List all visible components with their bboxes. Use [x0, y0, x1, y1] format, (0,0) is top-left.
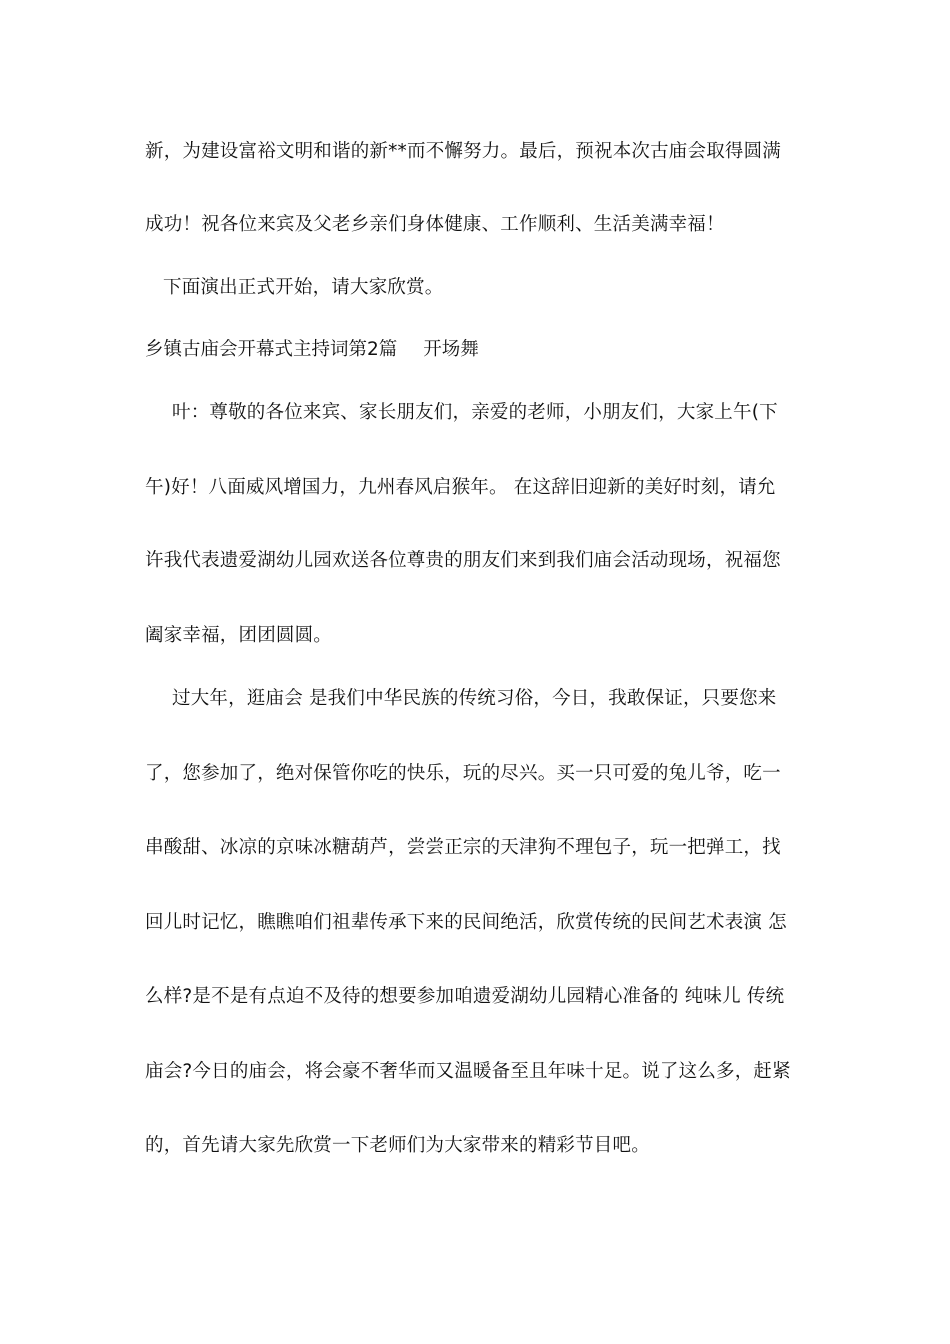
section-subtitle: 开场舞 — [423, 339, 479, 360]
text-line: 成功！祝各位来宾及父老乡亲们身体健康、工作顺利、生活美满幸福！ — [145, 214, 725, 235]
paragraph-line: 许我代表遗爱湖幼儿园欢送各位尊贵的朋友们来到我们庙会活动现场，祝福您 — [145, 550, 781, 571]
section-heading — [145, 338, 479, 362]
paragraph-line: 串酸甜、冰凉的京味冰糖葫芦，尝尝正宗的天津狗不理包子，玩一把弹工，找 — [145, 837, 781, 858]
text-line: 下面演出正式开始，请大家欣赏。 — [163, 277, 444, 298]
paragraph-line: 过大年，逛庙会 是我们中华民族的传统习俗，今日，我敢保证，只要您来 — [172, 688, 777, 709]
text-line: 新，为建设富裕文明和谐的新**而不懈努力。最后，预祝本次古庙会取得圆满 — [145, 141, 782, 162]
section-title: 乡镇古庙会开幕式主持词第2篇 — [145, 339, 398, 360]
paragraph-line: 回儿时记忆，瞧瞧咱们祖辈传承下来的民间绝活，欣赏传统的民间艺术表演 怎 — [145, 912, 787, 933]
paragraph-line: 的，首先请大家先欣赏一下老师们为大家带来的精彩节目吧。 — [145, 1135, 650, 1156]
paragraph-line: 了，您参加了，绝对保管你吃的快乐，玩的尽兴。买一只可爱的兔儿爷，吃一 — [145, 763, 781, 784]
paragraph-line: 阖家幸福，团团圆圆。 — [145, 625, 333, 646]
paragraph-line: 么样?是不是有点迫不及待的想要参加咱遗爱湖幼儿园精心准备的 纯味儿 传统 — [145, 986, 785, 1007]
paragraph-line: 午)好！八面威风增国力，九州春风启猴年。 在这辞旧迎新的美好时刻，请允 — [145, 477, 776, 498]
paragraph-line: 庙会?今日的庙会，将会豪不奢华而又温暖备至且年味十足。说了这么多，赶紧 — [145, 1061, 791, 1082]
paragraph-line: 叶：尊敬的各位来宾、家长朋友们，亲爱的老师，小朋友们，大家上午(下 — [172, 402, 778, 423]
